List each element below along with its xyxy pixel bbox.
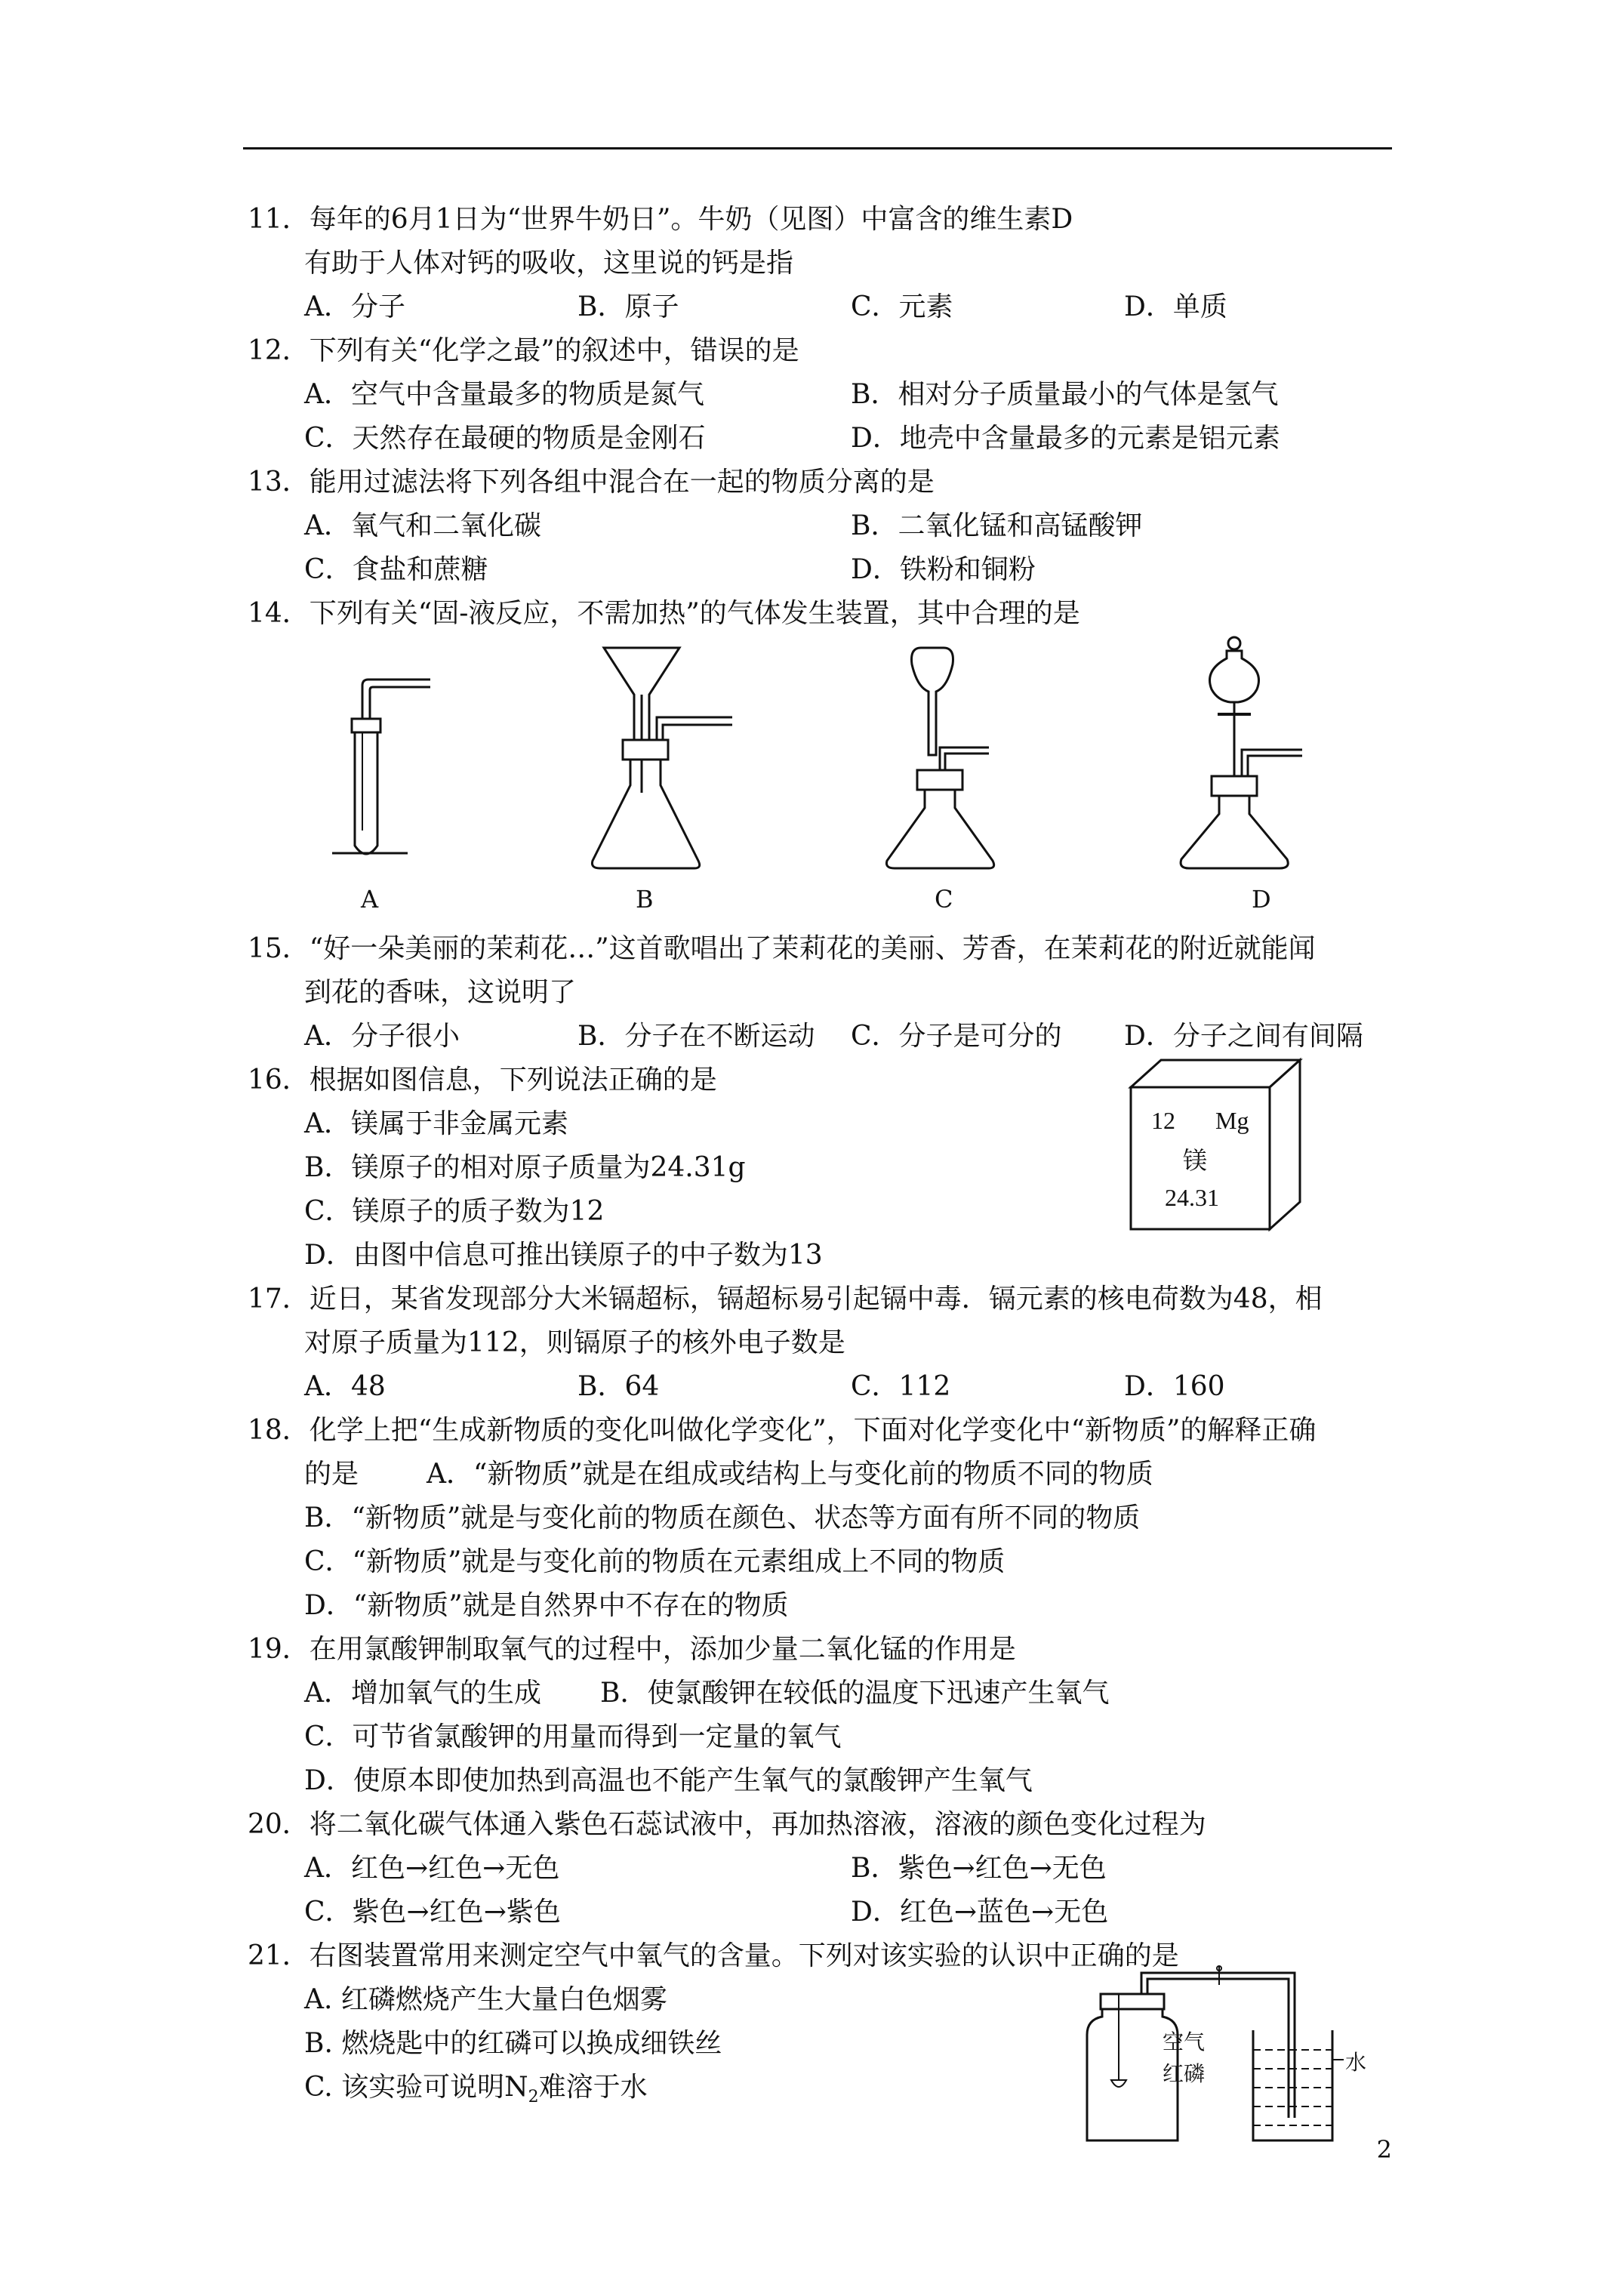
q15-option-d[interactable]: D．分子之间有间隔 <box>1124 1021 1363 1052</box>
label-air: 空气 <box>1163 2029 1206 2054</box>
q13-option-b[interactable]: B．二氧化锰和高锰酸钾 <box>851 510 1143 541</box>
apparatus-a-diagram <box>325 664 445 861</box>
q18-option-d[interactable]: D．“新物质”就是自然界中不存在的物质 <box>304 1590 789 1621</box>
q19-option-d[interactable]: D．使原本即使加热到高温也不能产生氧气的氯酸钾产生氧气 <box>304 1765 1033 1796</box>
apparatus-c-label[interactable]: C <box>935 885 953 914</box>
page-number: 2 <box>1376 2135 1392 2164</box>
q20-option-b[interactable]: B．紫色→红色→无色 <box>851 1853 1107 1884</box>
q18-option-c[interactable]: C．“新物质”就是与变化前的物质在元素组成上不同的物质 <box>304 1546 1006 1577</box>
q13-option-a[interactable]: A．氧气和二氧化碳 <box>304 510 541 541</box>
q16-option-b[interactable]: B．镁原子的相对原子质量为24.31g <box>304 1152 746 1183</box>
q21-option-a[interactable]: A. 红磷燃烧产生大量白色烟雾 <box>304 1984 667 2015</box>
q19-option-a[interactable]: A．增加氧气的生成 <box>304 1678 541 1709</box>
q16-option-d[interactable]: D．由图中信息可推出镁原子的中子数为13 <box>304 1240 823 1271</box>
apparatus-b-diagram <box>581 642 762 876</box>
q12-option-c[interactable]: C．天然存在最硬的物质是金刚石 <box>304 423 706 454</box>
q18-stem-line2: 的是 <box>304 1459 359 1490</box>
oxygen-apparatus-diagram <box>1072 1967 1344 2148</box>
q13-option-d[interactable]: D．铁粉和铜粉 <box>851 554 1036 585</box>
q20-option-c[interactable]: C．紫色→红色→紫色 <box>304 1897 561 1928</box>
label-red-phosphorus: 红磷 <box>1163 2061 1206 2086</box>
q15-option-c[interactable]: C．分子是可分的 <box>851 1021 1062 1052</box>
apparatus-a-label[interactable]: A <box>361 885 379 914</box>
q21-option-c-text: C. 该实验可说明N <box>304 2072 528 2103</box>
q20-stem: 20．将二氧化碳气体通入紫色石蕊试液中，再加热溶液，溶液的颜色变化过程为 <box>248 1809 1206 1840</box>
q17-stem-line1: 17．近日，某省发现部分大米镉超标，镉超标易引起镉中毒．镉元素的核电荷数为48，相 <box>248 1284 1323 1314</box>
q17-option-b[interactable]: B．64 <box>577 1371 660 1402</box>
q18-stem-line1: 18．化学上把“生成新物质的变化叫做化学变化”，下面对化学变化中“新物质”的解释正确 <box>248 1415 1317 1446</box>
q17-option-d[interactable]: D．160 <box>1124 1371 1225 1402</box>
q13-option-c[interactable]: C．食盐和蔗糖 <box>304 554 488 585</box>
element-mass: 24.31 <box>1165 1184 1219 1211</box>
element-name: 镁 <box>1183 1146 1208 1175</box>
q18-option-b[interactable]: B．“新物质”就是与变化前的物质在颜色、状态等方面有所不同的物质 <box>304 1502 1141 1533</box>
q12-option-a[interactable]: A．空气中含量最多的物质是氮气 <box>304 379 704 410</box>
q19-option-c[interactable]: C．可节省氯酸钾的用量而得到一定量的氧气 <box>304 1721 842 1752</box>
q15-stem-line2: 到花的香味，这说明了 <box>304 977 577 1008</box>
q19-option-b[interactable]: B．使氯酸钾在较低的温度下迅速产生氧气 <box>600 1678 1110 1709</box>
q11-stem-line1: 11．每年的6月1日为“世界牛奶日”。牛奶（见图）中富含的维生素D <box>248 204 1073 235</box>
q11-stem-line2: 有助于人体对钙的吸收，这里说的钙是指 <box>304 248 794 279</box>
q21-option-b[interactable]: B. 燃烧匙中的红磷可以换成细铁丝 <box>304 2028 722 2059</box>
apparatus-d-label[interactable]: D <box>1252 885 1271 914</box>
q21-option-c-subscript: 2 <box>528 2088 539 2107</box>
q11-option-c[interactable]: C．元素 <box>851 291 953 322</box>
q20-option-a[interactable]: A．红色→红色→无色 <box>304 1853 560 1884</box>
q21-stem: 21．右图装置常用来测定空气中氧气的含量。下列对该实验的认识中正确的是 <box>248 1940 1179 1971</box>
q17-stem-line2: 对原子质量为112，则镉原子的核外电子数是 <box>304 1327 845 1358</box>
q17-option-a[interactable]: A．48 <box>304 1371 386 1402</box>
label-water: 水 <box>1345 2050 1367 2075</box>
q20-option-d[interactable]: D．红色→蓝色→无色 <box>851 1897 1109 1928</box>
apparatus-d-diagram <box>1166 633 1347 876</box>
header-rule <box>243 147 1392 149</box>
q21-option-c-tail: 难溶于水 <box>538 2072 648 2103</box>
q15-stem-line1: 15．“好一朵美丽的茉莉花…”这首歌唱出了茉莉花的美丽、芳香，在茉莉花的附近就能闻 <box>248 933 1316 964</box>
q18-option-a[interactable]: A．“新物质”就是在组成或结构上与变化前的物质不同的物质 <box>427 1459 1153 1490</box>
q11-option-a[interactable]: A．分子 <box>304 291 405 322</box>
q16-option-c[interactable]: C．镁原子的质子数为12 <box>304 1196 605 1227</box>
q12-option-d[interactable]: D．地壳中含量最多的元素是铝元素 <box>851 423 1280 454</box>
q14-stem: 14．下列有关“固-液反应，不需加热”的气体发生装置，其中合理的是 <box>248 598 1080 629</box>
apparatus-b-label[interactable]: B <box>636 885 654 914</box>
q15-option-a[interactable]: A．分子很小 <box>304 1021 460 1052</box>
q21-option-c[interactable] <box>304 2069 648 2116</box>
q12-option-b[interactable]: B．相对分子质量最小的气体是氢气 <box>851 379 1279 410</box>
q11-option-b[interactable]: B．原子 <box>577 291 679 322</box>
apparatus-c-diagram <box>876 642 1057 876</box>
q11-option-d[interactable]: D．单质 <box>1124 291 1227 322</box>
q15-option-b[interactable]: B．分子在不断运动 <box>577 1021 815 1052</box>
q13-stem: 13．能用过滤法将下列各组中混合在一起的物质分离的是 <box>248 467 935 498</box>
q16-stem: 16．根据如图信息，下列说法正确的是 <box>248 1065 717 1096</box>
element-symbol: Mg <box>1215 1107 1249 1134</box>
q12-stem: 12．下列有关“化学之最”的叙述中，错误的是 <box>248 335 799 366</box>
q19-stem: 19．在用氯酸钾制取氧气的过程中，添加少量二氧化锰的作用是 <box>248 1634 1016 1665</box>
q16-option-a[interactable]: A．镁属于非金属元素 <box>304 1108 568 1139</box>
q17-option-c[interactable]: C．112 <box>851 1371 951 1402</box>
element-number: 12 <box>1151 1107 1175 1134</box>
